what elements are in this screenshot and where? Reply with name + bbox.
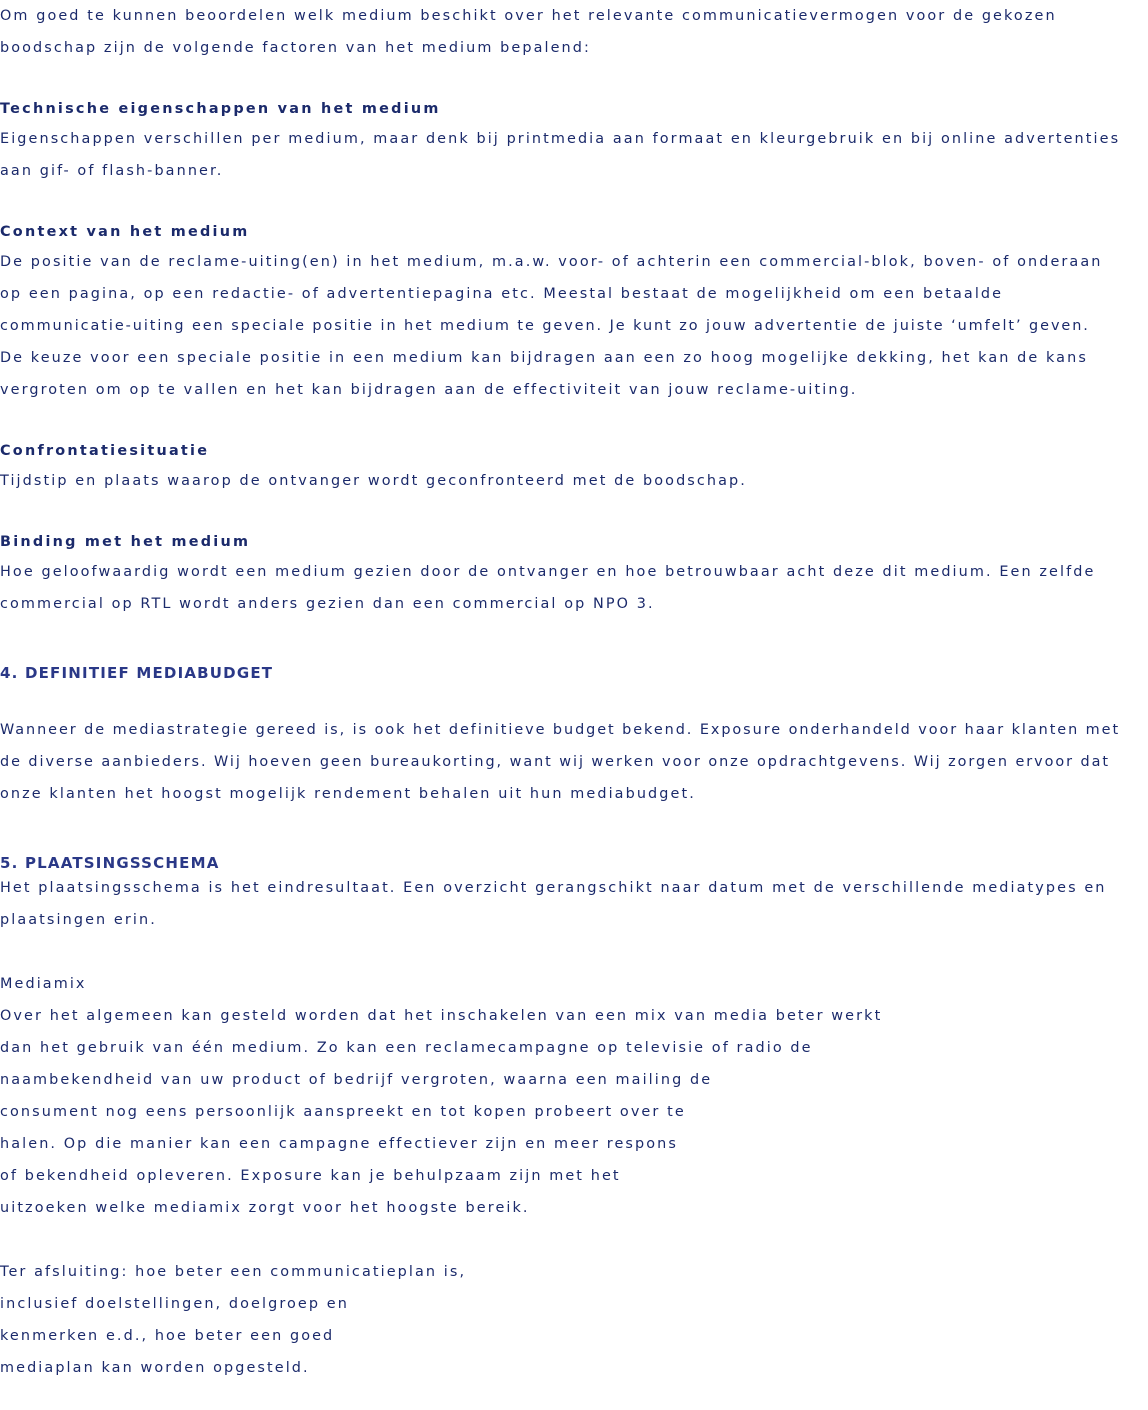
paragraph-line: Eigenschappen verschillen per medium, maar denk bij printmedia aan formaat en kleurgebruik en bij online advertenties <box>0 131 1121 147</box>
closing-line: Ter afsluiting: hoe beter een communicatieplan is, <box>0 1264 467 1280</box>
paragraph-line: halen. Op die manier kan een campagne effectiever zijn en meer respons <box>0 1136 678 1152</box>
paragraph-line: Over het algemeen kan gesteld worden dat het inschakelen van een mix van media beter werkt <box>0 1008 883 1024</box>
mediamix-title: Mediamix <box>0 976 87 992</box>
factor-title-technische-eigenschappen: Technische eigenschappen van het medium <box>0 101 441 117</box>
closing-line: mediaplan kan worden opgesteld. <box>0 1360 310 1376</box>
paragraph-line: commercial op RTL wordt anders gezien dan een commercial op NPO 3. <box>0 596 655 612</box>
paragraph-line: dan het gebruik van één medium. Zo kan een reclamecampagne op televisie of radio de <box>0 1040 813 1056</box>
factor-title-confrontatiesituatie: Confrontatiesituatie <box>0 443 210 459</box>
paragraph-line: of bekendheid opleveren. Exposure kan je behulpzaam zijn met het <box>0 1168 621 1184</box>
paragraph-line: Hoe geloofwaardig wordt een medium gezien door de ontvanger en hoe betrouwbaar acht deze dit medium. Een zelfde <box>0 564 1096 580</box>
closing-line: kenmerken e.d., hoe beter een goed <box>0 1328 335 1344</box>
paragraph-line: Tijdstip en plaats waarop de ontvanger wordt geconfronteerd met de boodschap. <box>0 473 747 489</box>
paragraph-line: Het plaatsingsschema is het eindresultaat. Een overzicht gerangschikt naar datum met de verschillende mediatypes en <box>0 880 1107 896</box>
paragraph-line: de diverse aanbieders. Wij hoeven geen bureaukorting, want wij werken voor onze opdrachtgevens. Wij zorgen ervoor dat <box>0 754 1110 770</box>
paragraph-line: onze klanten het hoogst mogelijk rendement behalen uit hun mediabudget. <box>0 786 696 802</box>
section-heading-mediabudget: 4. DEFINITIEF MEDIABUDGET <box>0 664 274 682</box>
closing-line: inclusief doelstellingen, doelgroep en <box>0 1296 349 1312</box>
paragraph-line: De keuze voor een speciale positie in een medium kan bijdragen aan een zo hoog mogelijke dekking, het kan de kans <box>0 350 1088 366</box>
paragraph-line: aan gif- of flash-banner. <box>0 163 224 179</box>
paragraph-line: vergroten om op te vallen en het kan bijdragen aan de effectiviteit van jouw reclame-uiting. <box>0 382 858 398</box>
paragraph-line: communicatie-uiting een speciale positie in het medium te geven. Je kunt zo jouw advertentie de juiste ‘umfelt’ geven. <box>0 318 1090 334</box>
intro-line: boodschap zijn de volgende factoren van het medium bepalend: <box>0 40 591 56</box>
paragraph-line: op een pagina, op een redactie- of advertentiepagina etc. Meestal bestaat de mogelijkheid om een betaalde <box>0 286 1004 302</box>
paragraph-line: Wanneer de mediastrategie gereed is, is ook het definitieve budget bekend. Exposure onderhandeld voor haar klanten met <box>0 722 1121 738</box>
paragraph-line: De positie van de reclame-uiting(en) in het medium, m.a.w. voor- of achterin een commercial-blok, boven- of onderaan <box>0 254 1103 270</box>
paragraph-line: consument nog eens persoonlijk aanspreekt en tot kopen probeert over te <box>0 1104 686 1120</box>
factor-title-binding: Binding met het medium <box>0 534 251 550</box>
intro-line: Om goed te kunnen beoordelen welk medium beschikt over het relevante communicatievermogen voor de gekozen <box>0 8 1057 24</box>
section-heading-plaatsingsschema: 5. PLAATSINGSSCHEMA <box>0 854 220 872</box>
factor-title-context: Context van het medium <box>0 224 250 240</box>
paragraph-line: uitzoeken welke mediamix zorgt voor het hoogste bereik. <box>0 1200 530 1216</box>
paragraph-line: naambekendheid van uw product of bedrijf vergroten, waarna een mailing de <box>0 1072 713 1088</box>
paragraph-line: plaatsingen erin. <box>0 912 157 928</box>
